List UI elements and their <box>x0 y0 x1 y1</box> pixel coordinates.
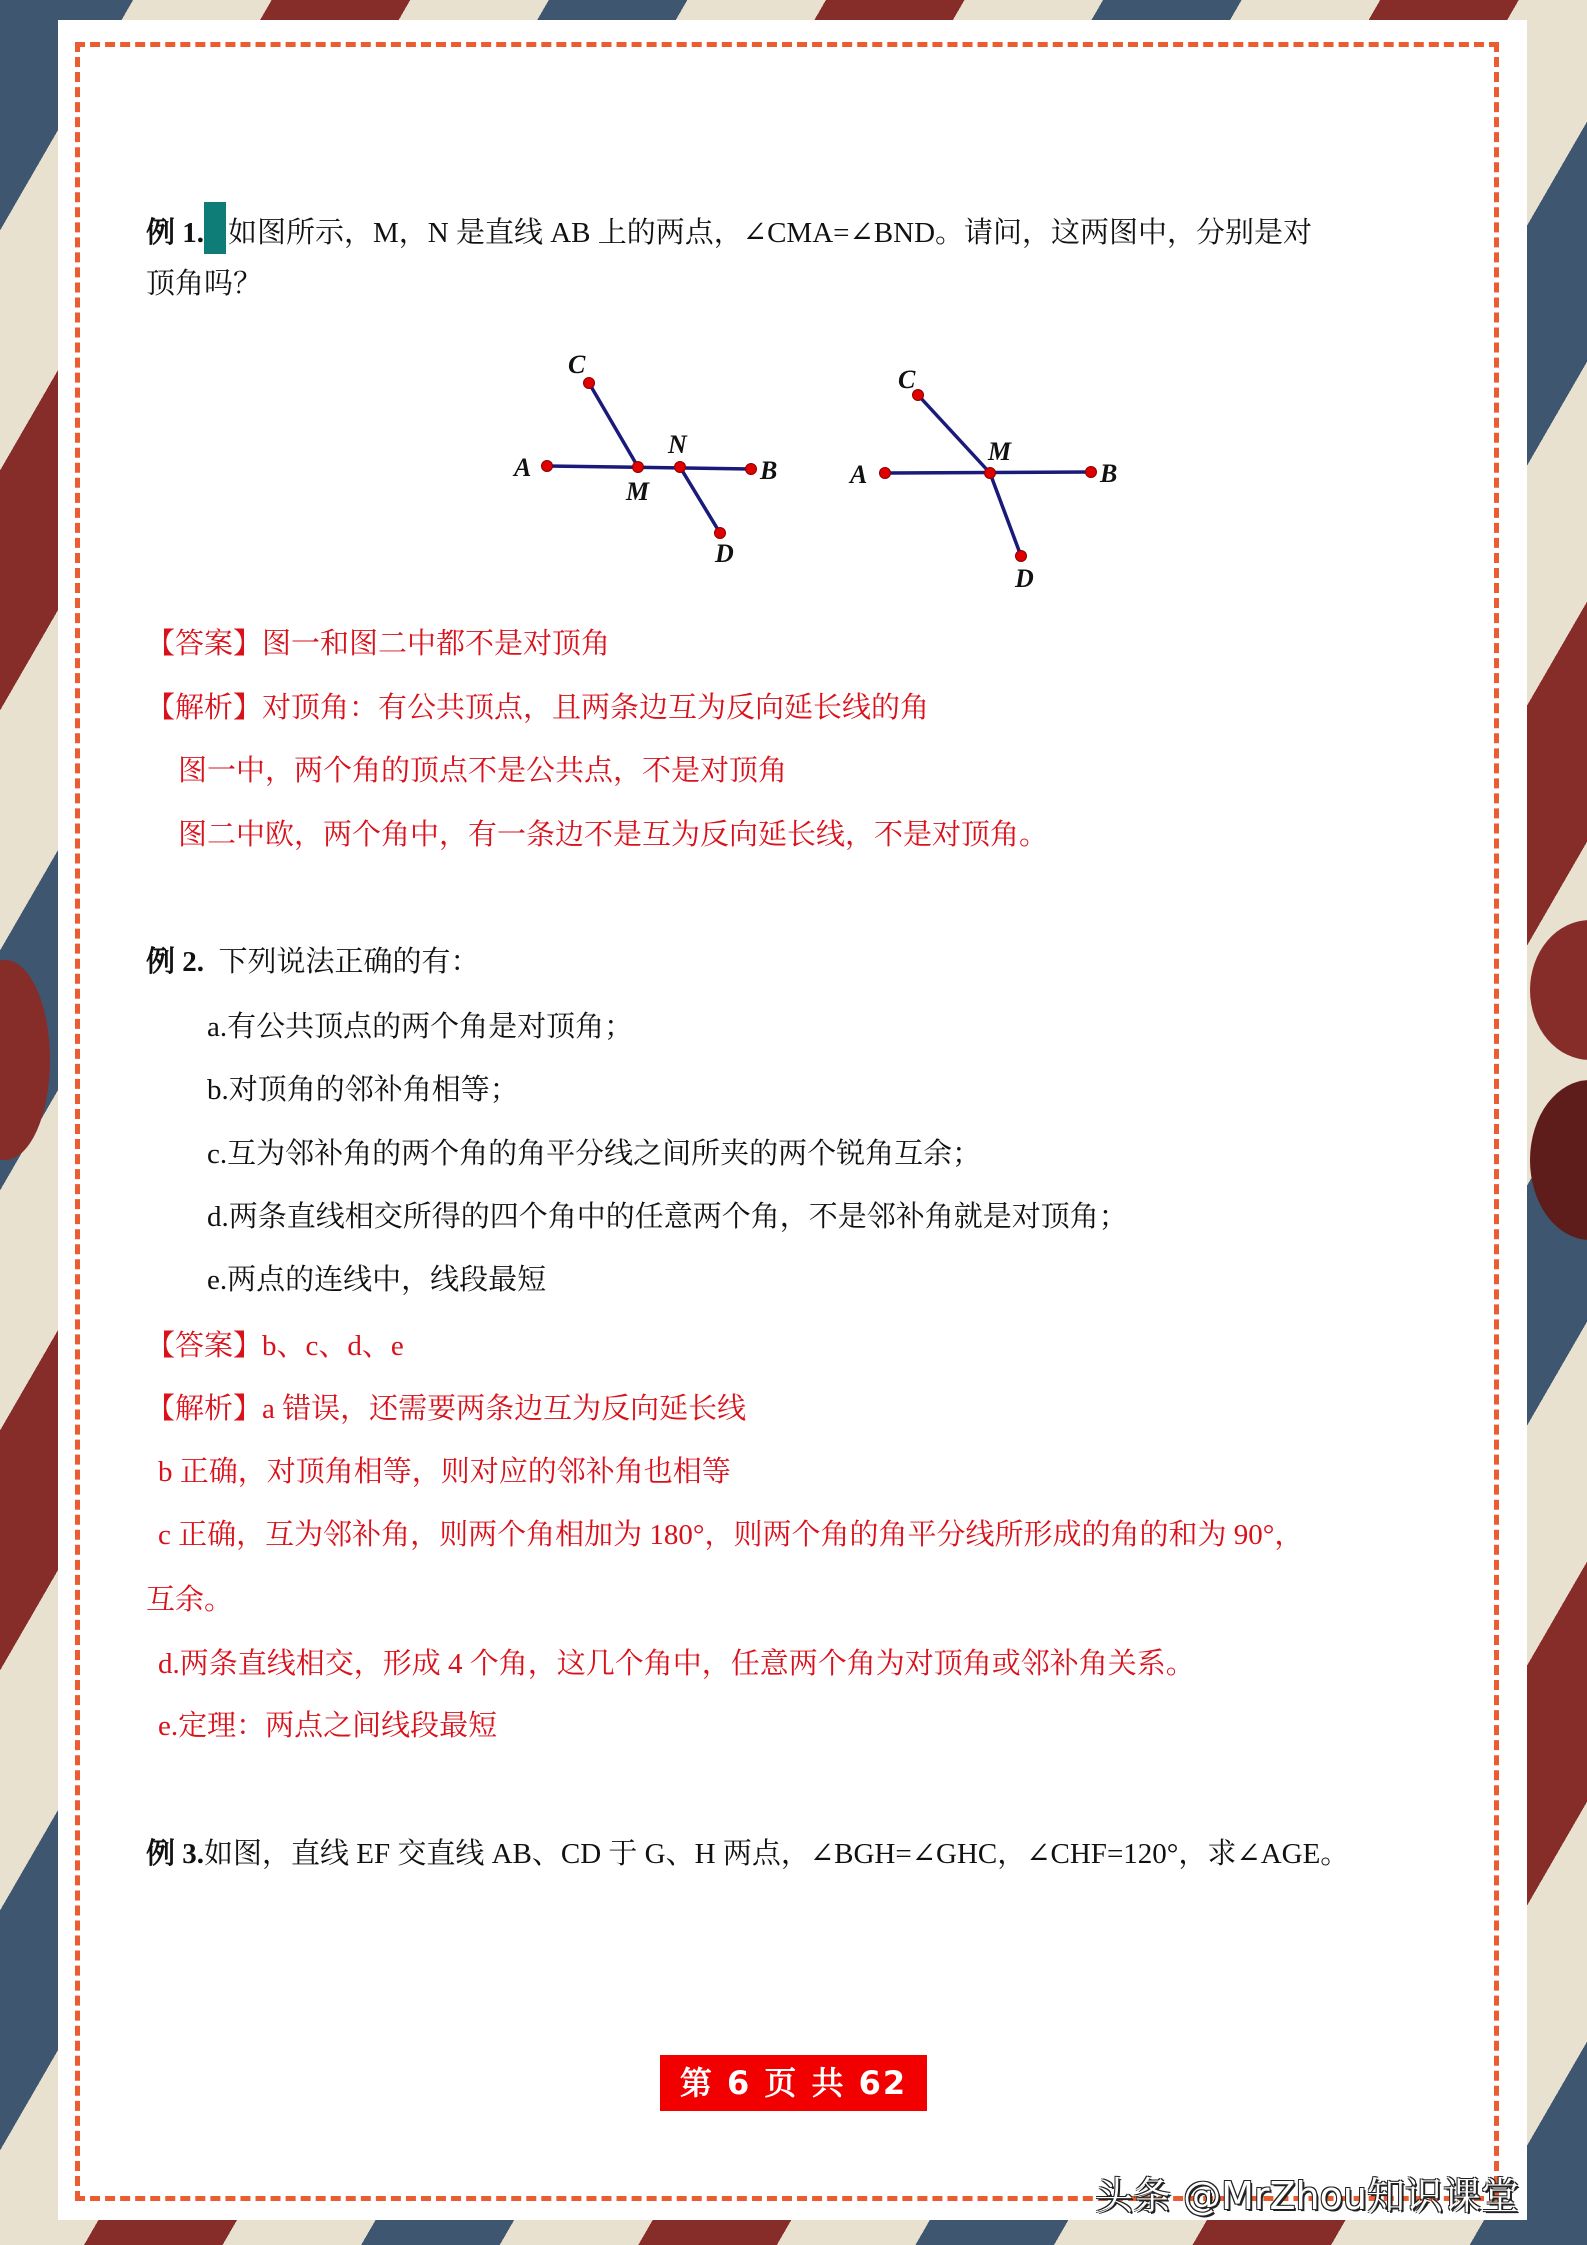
page-indicator: 第 6 页 共 62 页 <box>660 2055 927 2111</box>
watermark: 头条 @MrZhou知识课堂 <box>1095 2174 1519 2218</box>
example2-question-text: 下列说法正确的有： <box>218 946 480 978</box>
fig1-label-n: N <box>668 430 687 459</box>
example1-figures <box>480 340 1180 600</box>
example1-label: 例 1. <box>146 217 205 249</box>
example2-analysis-d: d.两条直线相交，形成 4 个角，这几个角中，任意两个角为对顶角或邻补角关系。 <box>158 1648 1195 1680</box>
example2-analysis-c1: c 正确，互为邻补角，则两个角相加为 180°，则两个角的角平分线所形成的角的和为 90°， <box>158 1519 1304 1551</box>
text-cursor-highlight <box>204 202 226 254</box>
geometry-diagrams <box>480 340 1180 600</box>
fig2-label-a: A <box>850 460 868 489</box>
example3-label: 例 3. <box>146 1838 205 1870</box>
fig1-label-d: D <box>715 539 734 568</box>
fig1-label-c: C <box>568 350 586 379</box>
example2-option-d: d.两条直线相交所得的四个角中的任意两个角，不是邻补角就是对顶角； <box>207 1201 1128 1233</box>
fig1-label-m: M <box>626 477 650 506</box>
answer-text: b、c、d、e <box>262 1330 404 1362</box>
example2-option-c: c.互为邻补角的两个角的角平分线之间所夹的两个锐角互余； <box>207 1138 982 1170</box>
example2-option-e: e.两点的连线中，线段最短 <box>207 1264 547 1296</box>
example1-answer <box>146 624 610 664</box>
fig2-label-b: B <box>1100 459 1118 488</box>
answer-tag: 【答案】 <box>146 1330 263 1362</box>
example1-analysis-line2: 图一中，两个角的顶点不是公共点，不是对顶角 <box>178 755 788 787</box>
example1-analysis <box>146 688 929 728</box>
example1-question-line1 <box>146 202 1312 254</box>
fig2-label-m: M <box>988 437 1012 466</box>
fig2-label-d: D <box>1015 564 1034 593</box>
example2-analysis-a <box>146 1389 746 1429</box>
fig1-label-a: A <box>514 453 532 482</box>
analysis-tag: 【解析】 <box>146 1393 263 1425</box>
example1-question-text: 如图所示，M，N 是直线 AB 上的两点，∠CMA=∠BND。请问，这两图中，分别是对 <box>228 217 1313 249</box>
fig2-label-c: C <box>898 365 916 394</box>
analysis-text: a 错误，还需要两条边互为反向延长线 <box>262 1393 747 1425</box>
figure2 <box>848 365 1117 593</box>
answer-tag: 【答案】 <box>146 628 263 660</box>
example2-answer <box>146 1326 404 1366</box>
example1-analysis-line3: 图二中欧，两个角中，有一条边不是互为反向延长线，不是对顶角。 <box>178 819 1049 851</box>
example2-option-a: a.有公共顶点的两个角是对顶角； <box>207 1011 634 1043</box>
example2-analysis-c2: 互余。 <box>146 1584 234 1616</box>
answer-text: 图一和图二中都不是对顶角 <box>262 628 611 660</box>
example2-label: 例 2. <box>146 946 205 978</box>
example2-analysis-e: e.定理：两点之间线段最短 <box>158 1710 498 1742</box>
example3-question-text: 如图，直线 EF 交直线 AB、CD 于 G、H 两点，∠BGH=∠GHC，∠CHF=120°，求∠AGE。 <box>204 1838 1350 1870</box>
figure1 <box>512 350 777 568</box>
analysis-tag: 【解析】 <box>146 692 263 724</box>
example2-question <box>146 942 480 982</box>
example1-question-line2: 顶角吗？ <box>146 268 263 300</box>
fig1-label-b: B <box>760 456 778 485</box>
example2-option-b: b.对顶角的邻补角相等； <box>207 1074 519 1106</box>
example2-analysis-b: b 正确，对顶角相等，则对应的邻补角也相等 <box>158 1456 731 1488</box>
example3-question <box>146 1834 1349 1874</box>
analysis-text: 对顶角：有公共顶点，且两条边互为反向延长线的角 <box>262 692 930 724</box>
